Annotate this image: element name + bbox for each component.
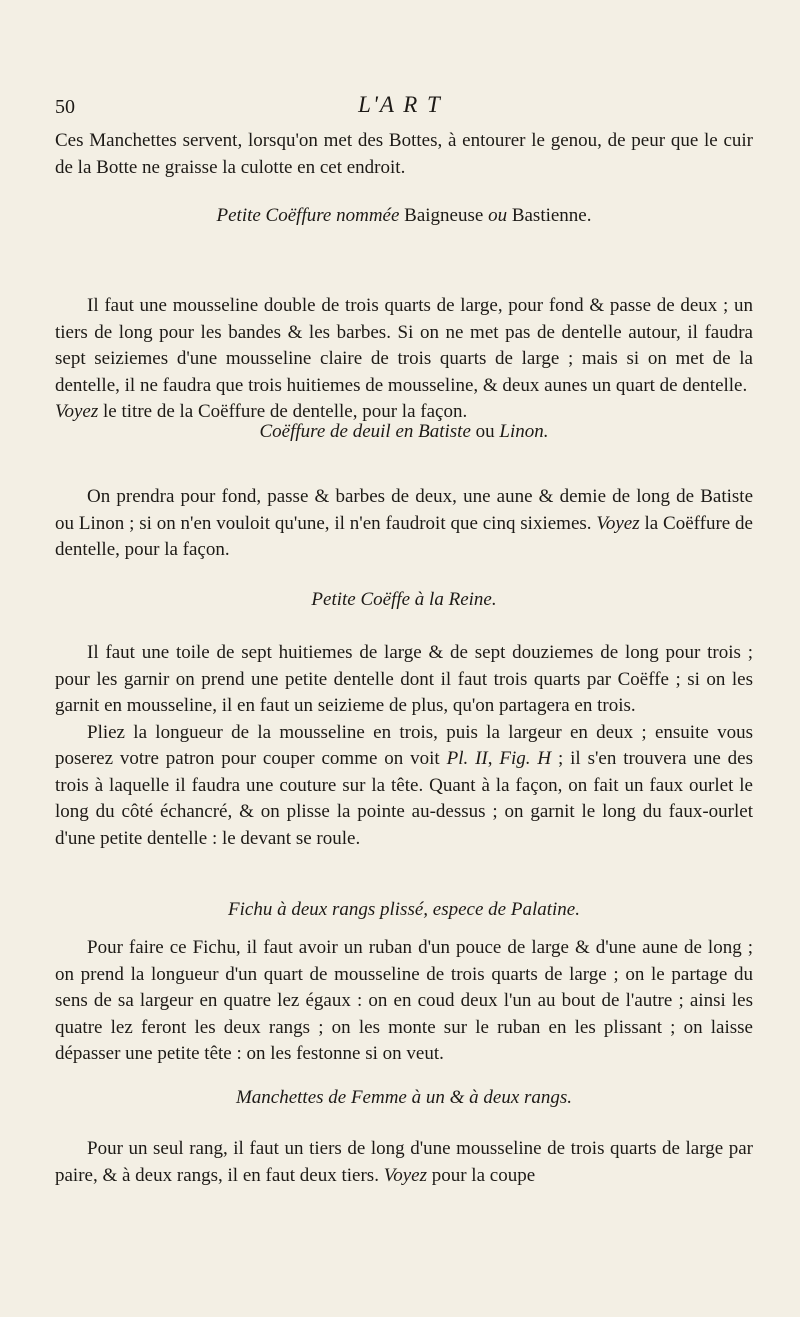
- section-fichu-body: [55, 935, 753, 1068]
- title-italic: Coëffure de deuil en Batiste: [259, 421, 471, 442]
- title-plain: Baigneuse: [399, 205, 489, 226]
- voyez-text: la Coëffure de dentelle, pour la façon.: [55, 512, 753, 560]
- plate-ref: Pl. II: [446, 748, 488, 769]
- section-baigneuse-body: [55, 293, 753, 426]
- section-title: [55, 419, 753, 446]
- running-title: L'A R T: [358, 92, 442, 117]
- voyez-ref: Voyez: [55, 401, 99, 422]
- figure-ref: Fig. H: [499, 748, 552, 769]
- intro-paragraph: Ces Manchettes servent, lorsqu'on met des Bottes, à entourer le genou, de peur que le cuir de la Botte ne graisse la culotte en cet endroit.: [55, 130, 753, 178]
- section-coeffe-reine: [55, 587, 753, 614]
- section-manchettes-body: [55, 1136, 753, 1189]
- section-deuil-body: [55, 484, 753, 564]
- section-coeffe-reine-body: [55, 640, 753, 852]
- page-header: [0, 92, 800, 122]
- title-plain: ou: [470, 421, 500, 442]
- paragraph: Pour faire ce Fichu, il faut avoir un ruban d'un pouce de large & d'une aune de long ; on prend la longueur d'un quart de mousseline de trois quarts de large ; on le partage du sens de sa largeur en quatre lez égaux : on en coud deux l'un au bout de l'autre ; ainsi les quatre lez feront les deux rangs ; on les monte sur le ruban en les plissant ; on laisse dépasser une petite tête : on les festonne si on veut.: [55, 937, 753, 1064]
- section-title: [55, 203, 753, 230]
- paragraph-text: On prendra pour fond, passe & barbes de deux, une aune & demie de long de Batiste ou Linon ; si on n'en vouloit qu'une, il n'en faudroit que cinq sixiemes.: [55, 486, 753, 534]
- paragraph: [55, 720, 753, 853]
- separator: ,: [487, 748, 500, 769]
- section-manchettes: [55, 1085, 753, 1112]
- paragraph-text: Pour un seul rang, il faut un tiers de long d'une mousseline de trois quarts de large par paire, & à deux rangs, il en faut deux tiers.: [55, 1138, 753, 1186]
- intro-paragraph-block: [55, 128, 753, 181]
- page-number: 50: [55, 96, 75, 118]
- section-title: Petite Coëffe à la Reine.: [311, 589, 497, 610]
- paragraph-text: Pliez la longueur de la mousseline en trois, puis la largeur en deux ; ensuite vous poserez votre patron pour couper comme on voit: [55, 721, 753, 769]
- title-italic-2: Linon.: [499, 421, 549, 442]
- section-deuil: [55, 419, 753, 446]
- section-baigneuse: [55, 203, 753, 230]
- section-title: Manchettes de Femme à un & à deux rangs.: [235, 1087, 573, 1108]
- title-plain-2: Bastienne.: [507, 205, 592, 226]
- title-italic-2: ou: [488, 205, 508, 226]
- voyez-ref: Voyez: [596, 512, 640, 534]
- paragraph: Il faut une toile de sept huitiemes de large & de sept douziemes de long pour trois ; pour les garnir on prend une petite dentelle dont il faut trois quarts par Coëffe ; si on les garnit en mousseline, il en faut un seizieme de plus, qu'on partagera en trois.: [55, 642, 753, 716]
- paragraph-text: pour la coupe: [426, 1164, 536, 1186]
- voyez-ref: Voyez: [383, 1164, 427, 1186]
- paragraph: [55, 1136, 753, 1189]
- paragraph: [55, 484, 753, 564]
- paragraph: Il faut une mousseline double de trois quarts de large, pour fond & passe de deux ; un tiers de long pour les bandes & les barbes. Si on ne met pas de dentelle autour, il faudra sept seiziemes d'une mousseline claire de trois quarts de large ; mais si on met de la dentelle, il ne faudra que trois huitiemes de mousseline, & deux aunes un quart de dentelle.: [55, 295, 753, 396]
- section-fichu: [55, 897, 753, 924]
- voyez-text: le titre de la Coëffure de dentelle, pour la façon.: [98, 401, 468, 422]
- section-title: Fichu à deux rangs plissé, espece de Palatine.: [228, 899, 580, 920]
- title-italic: Petite Coëffure nommée: [216, 205, 400, 226]
- paragraph-text: ; il s'en trouvera une des trois à laquelle il faudra une couture sur la tête. Quant à la façon, on fait un faux ourlet le long du côté échancré, & on plisse la pointe au-dessus ; on garnit le long du faux-ourlet d'une petite dentelle : le devant se roule.: [55, 748, 754, 849]
